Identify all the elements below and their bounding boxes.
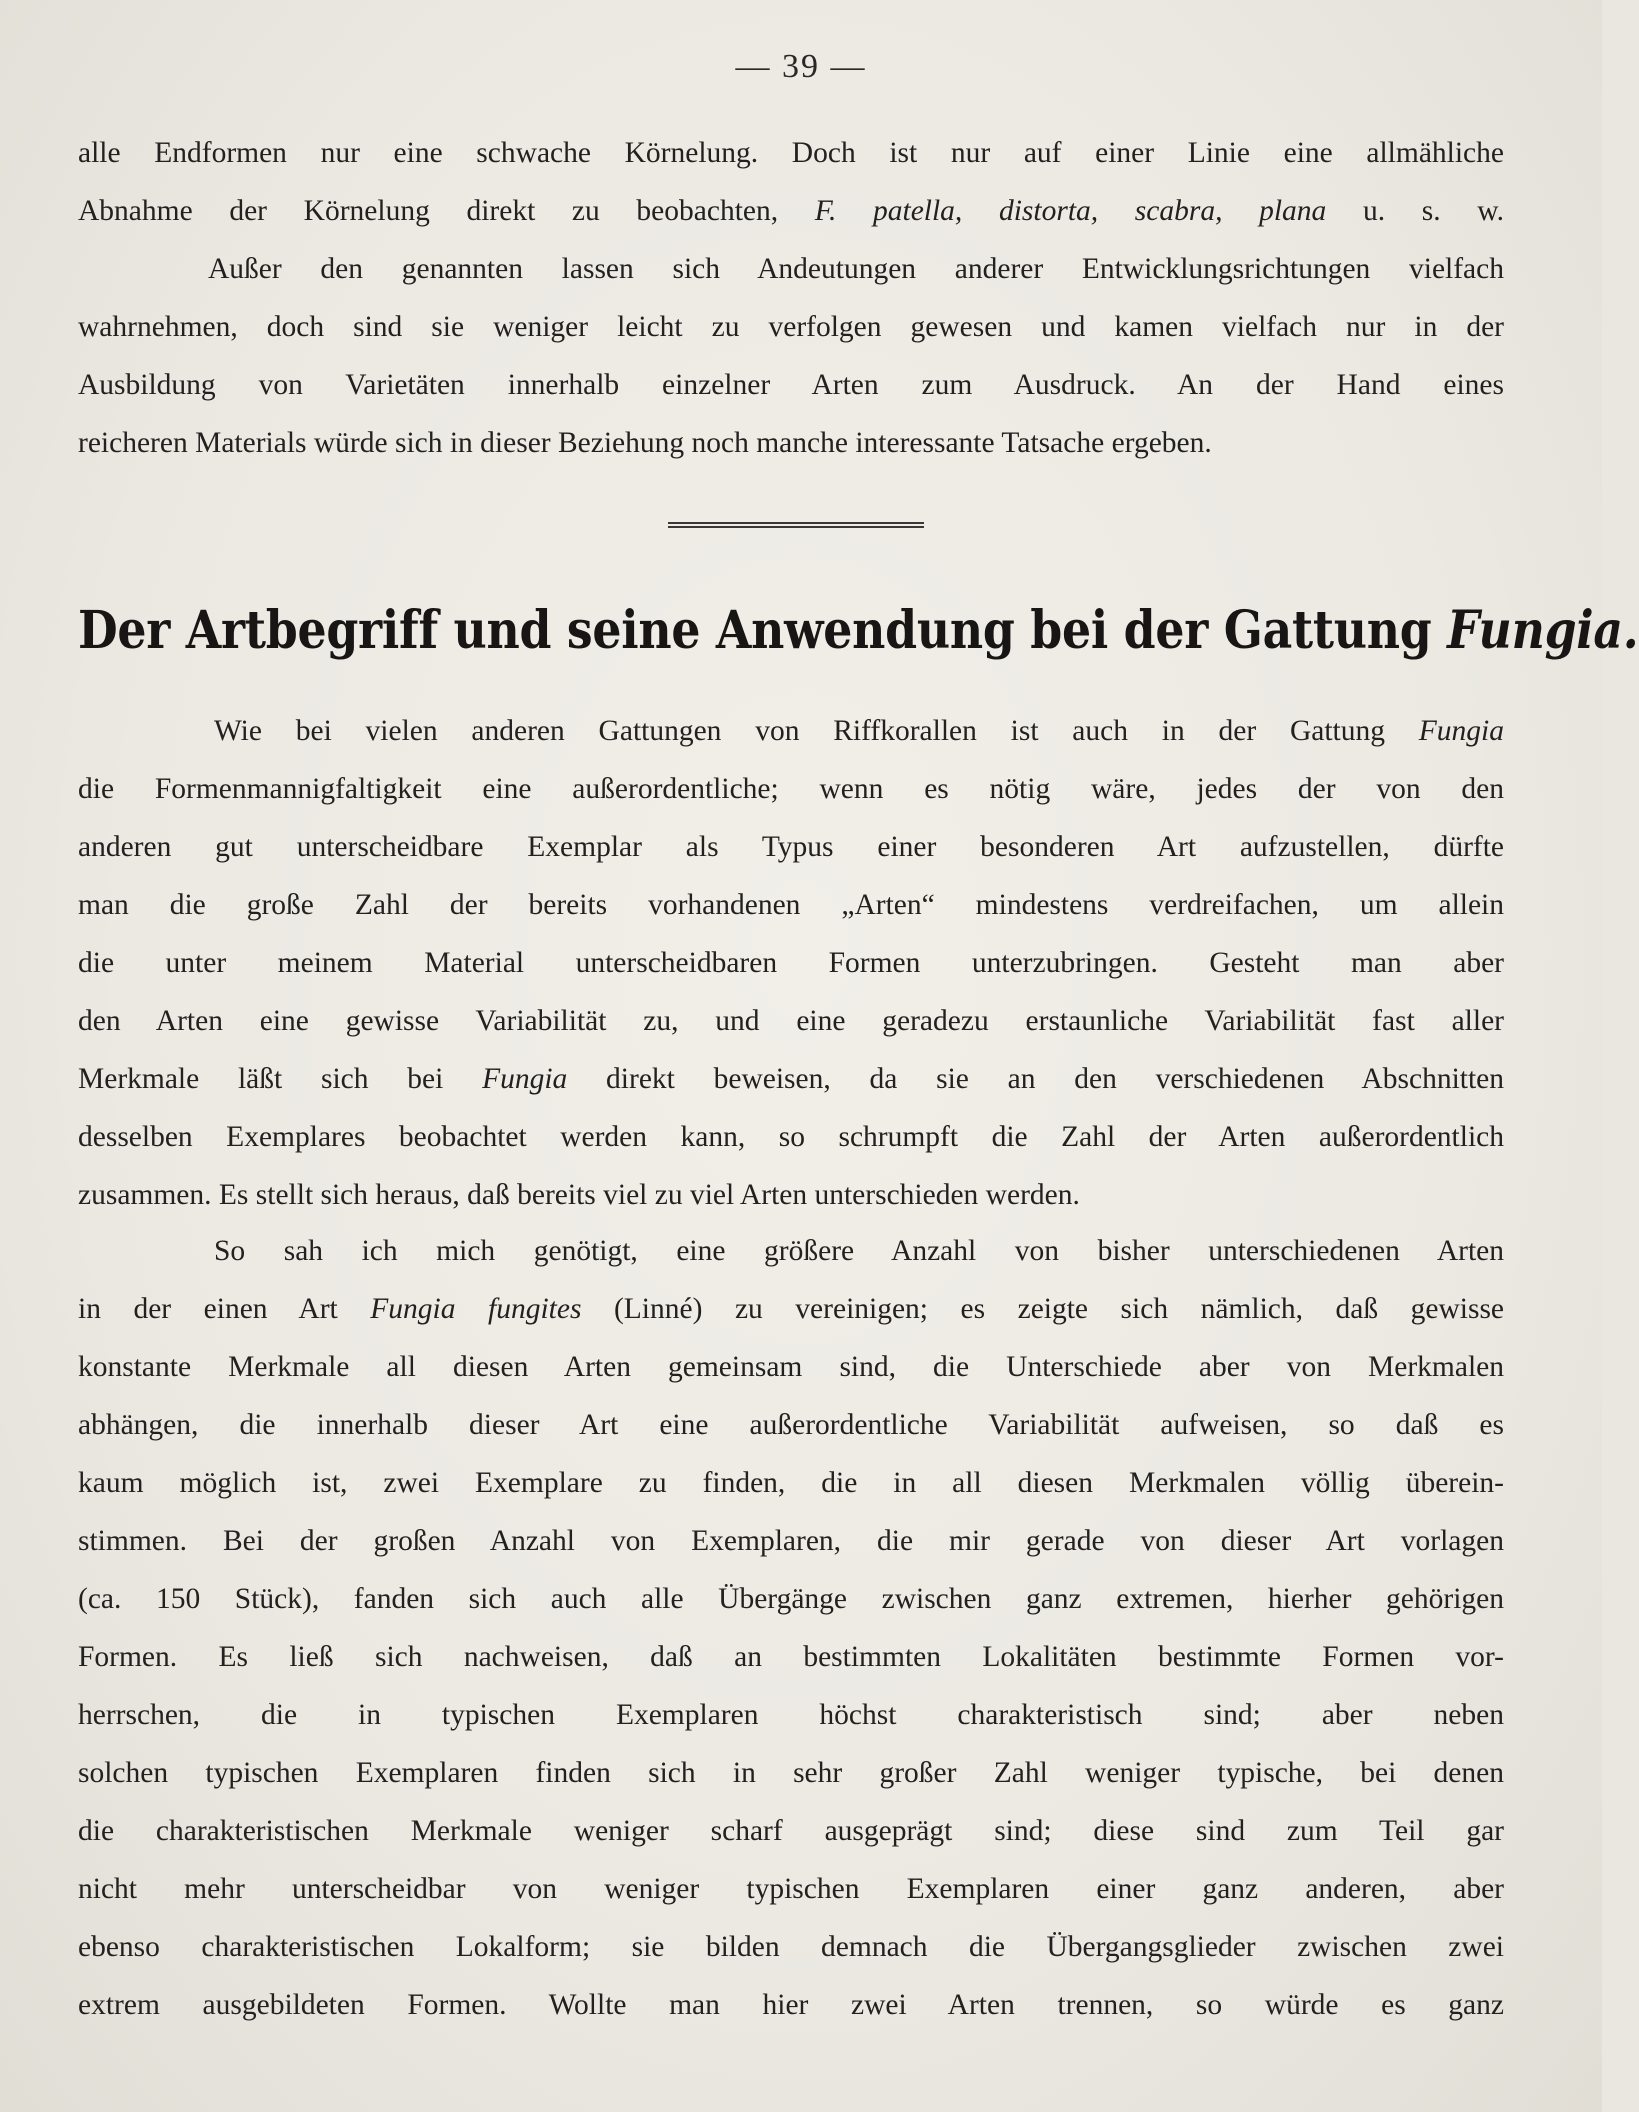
- text-line: [78, 182, 1504, 240]
- species-italic: Fungia fungites: [370, 1293, 582, 1325]
- text-line: extrem ausgebildeten Formen. Wollte man hier zwei Arten trennen, so würde es ganz: [78, 1989, 1504, 2021]
- text-line: reicheren Materials würde sich in dieser Beziehung noch manche interessante Tatsache ergeben.: [78, 427, 1212, 459]
- text-line: alle Endformen nur eine schwache Körnelung. Doch ist nur auf einer Linie eine allmähliche: [78, 137, 1504, 169]
- text-line: Ausbildung von Varietäten innerhalb einzelner Arten zum Ausdruck. An der Hand eines: [78, 369, 1504, 401]
- text-line: solchen typischen Exemplaren finden sich in sehr großer Zahl weniger typische, bei denen: [78, 1757, 1504, 1789]
- text-line: die charakteristischen Merkmale weniger scharf ausgeprägt sind; diese sind zum Teil gar: [78, 1815, 1504, 1847]
- page-number: — 39 —: [735, 48, 867, 85]
- text-line: kaum möglich ist, zwei Exemplare zu finden, die in all diesen Merkmalen völlig überein-: [78, 1467, 1504, 1499]
- heading-genus: Fungia.: [1447, 600, 1639, 661]
- text-line: man die große Zahl der bereits vorhandenen „Arten“ mindestens verdreifachen, um allein: [78, 889, 1504, 921]
- text-line: ebenso charakteristischen Lokalform; sie bilden demnach die Übergangsglieder zwischen zwei: [78, 1931, 1504, 1963]
- text-line: (ca. 150 Stück), fanden sich auch alle Übergänge zwischen ganz extremen, hierher gehörigen: [78, 1583, 1504, 1615]
- text-run: in der einen Art: [78, 1293, 338, 1325]
- text-run: direkt beweisen, da sie an den verschiedenen Abschnitten: [606, 1063, 1504, 1095]
- text-line: zusammen. Es stellt sich heraus, daß bereits viel zu viel Arten unterschieden werden.: [78, 1179, 1080, 1211]
- text-line: [78, 1050, 1504, 1108]
- text-line: herrschen, die in typischen Exemplaren höchst charakteristisch sind; aber neben: [78, 1699, 1504, 1731]
- text-line: [78, 702, 1504, 760]
- genus-italic: Fungia: [1418, 715, 1504, 747]
- top-paragraph: [78, 124, 1504, 472]
- text-line: den Arten eine gewisse Variabilität zu, und eine geradezu erstaunliche Variabilität fast aller: [78, 1005, 1504, 1037]
- text-run: Abnahme der Körnelung direkt zu beobachten,: [78, 195, 779, 227]
- text-run: Wie bei vielen anderen Gattungen von Riffkorallen ist auch in der Gattung: [214, 715, 1385, 747]
- section-heading: [78, 600, 1639, 661]
- text-line: nicht mehr unterscheidbar von weniger typischen Exemplaren einer ganz anderen, aber: [78, 1873, 1504, 1905]
- text-line: stimmen. Bei der großen Anzahl von Exemplaren, die mir gerade von dieser Art vorlagen: [78, 1525, 1504, 1557]
- text-run: (Linné) zu vereinigen; es zeigte sich nämlich, daß gewisse: [613, 1293, 1505, 1325]
- text-line: Formen. Es ließ sich nachweisen, daß an bestimmten Lokalitäten bestimmte Formen vor-: [78, 1641, 1504, 1673]
- text-line: die unter meinem Material unterscheidbaren Formen unterzubringen. Gesteht man aber: [78, 947, 1504, 979]
- heading-text: Der Artbegriff und seine Anwendung bei der Gattung: [78, 600, 1432, 661]
- text-line: desselben Exemplares beobachtet werden kann, so schrumpft die Zahl der Arten außerordentlich: [78, 1121, 1504, 1153]
- paragraph-2: [78, 1222, 1504, 2034]
- text-line: So sah ich mich genötigt, eine größere Anzahl von bisher unterschiedenen Arten: [214, 1235, 1504, 1267]
- text-line: wahrnehmen, doch sind sie weniger leicht zu verfolgen gewesen und kamen vielfach nur in der: [78, 311, 1504, 343]
- paragraph-1: [78, 702, 1504, 1224]
- text-run: Merkmale läßt sich bei: [78, 1063, 444, 1095]
- text-line: die Formenmannigfaltigkeit eine außerordentliche; wenn es nötig wäre, jedes der von den: [78, 773, 1504, 805]
- text-line: Außer den genannten lassen sich Andeutungen anderer Entwicklungsrichtungen vielfach: [208, 253, 1504, 285]
- text-line: konstante Merkmale all diesen Arten gemeinsam sind, die Unterschiede aber von Merkmalen: [78, 1351, 1504, 1383]
- text-line: abhängen, die innerhalb dieser Art eine außerordentliche Variabilität aufweisen, so daß es: [78, 1409, 1504, 1441]
- text-line: anderen gut unterscheidbare Exemplar als Typus einer besonderen Art aufzustellen, dürfte: [78, 831, 1504, 863]
- text-run: u. s. w.: [1362, 195, 1505, 227]
- section-divider: [668, 522, 924, 528]
- genus-italic: Fungia: [482, 1063, 568, 1095]
- text-line: [78, 1280, 1504, 1338]
- species-list-italic: F. patella, distorta, scabra, plana: [814, 195, 1327, 227]
